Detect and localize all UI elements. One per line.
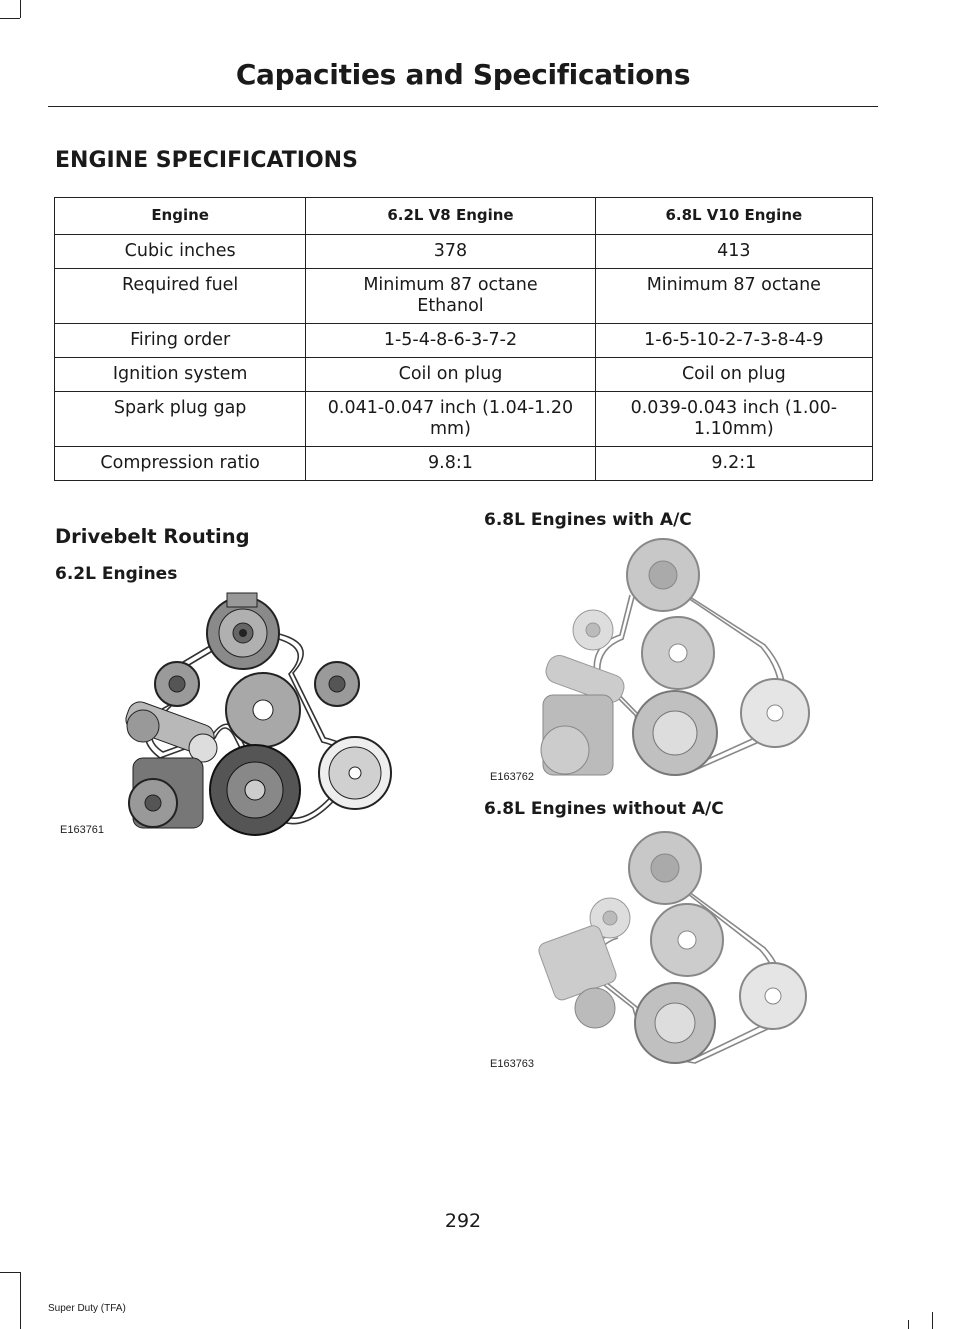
crop-mark [20,0,21,18]
figure-code: E163761 [60,824,105,836]
figure-heading-62l: 6.2L Engines [55,564,178,584]
table-cell: Firing order [55,324,306,358]
crop-mark [932,1312,933,1329]
column-header: 6.2L V8 Engine [306,198,595,235]
table-cell: 9.8:1 [306,447,595,481]
figure-heading-68l-no-ac: 6.8L Engines without A/C [484,799,724,819]
table-cell: Cubic inches [55,235,306,269]
crop-mark [20,1272,21,1329]
table-cell: 1-6-5-10-2-7-3-8-4-9 [595,324,872,358]
table-cell: Minimum 87 octane [595,269,872,324]
table-cell: Ignition system [55,358,306,392]
table-row [55,358,873,392]
table-cell: Spark plug gap [55,392,306,447]
table-cell: Compression ratio [55,447,306,481]
drivebelt-diagram-68l-no-ac [535,828,815,1073]
section-heading: ENGINE SPECIFICATIONS [55,148,358,173]
table-cell: 413 [595,235,872,269]
figure-code: E163763 [490,1058,535,1070]
page-number: 292 [444,1210,482,1232]
table-cell: 9.2:1 [595,447,872,481]
table-row [55,324,873,358]
column-header: 6.8L V10 Engine [595,198,872,235]
title-divider [48,106,878,107]
table-cell: Required fuel [55,269,306,324]
table-cell: Coil on plug [306,358,595,392]
table-cell: 378 [306,235,595,269]
drivebelt-diagram-62l [115,588,395,843]
table-row [55,235,873,269]
table-cell: Minimum 87 octane Ethanol [306,269,595,324]
table-cell: 0.039-0.043 inch (1.00-1.10mm) [595,392,872,447]
table-row [55,392,873,447]
table-header-row [55,198,873,235]
footer-document-title: Super Duty (TFA) [48,1303,126,1314]
page-title: Capacities and Specifications [235,58,691,91]
table-row [55,269,873,324]
figure-heading-68l-ac: 6.8L Engines with A/C [484,510,692,530]
column-header: Engine [55,198,306,235]
drivebelt-heading: Drivebelt Routing [55,525,250,548]
table-cell: Coil on plug [595,358,872,392]
crop-mark [0,1272,20,1273]
drivebelt-diagram-68l-ac [535,535,815,785]
table-row [55,447,873,481]
crop-mark [908,1320,909,1329]
table-cell: 1-5-4-8-6-3-7-2 [306,324,595,358]
crop-mark [0,18,20,19]
alternator-icon [207,593,279,669]
figure-code: E163762 [490,771,535,783]
engine-spec-table [54,197,873,481]
table-cell: 0.041-0.047 inch (1.04-1.20 mm) [306,392,595,447]
